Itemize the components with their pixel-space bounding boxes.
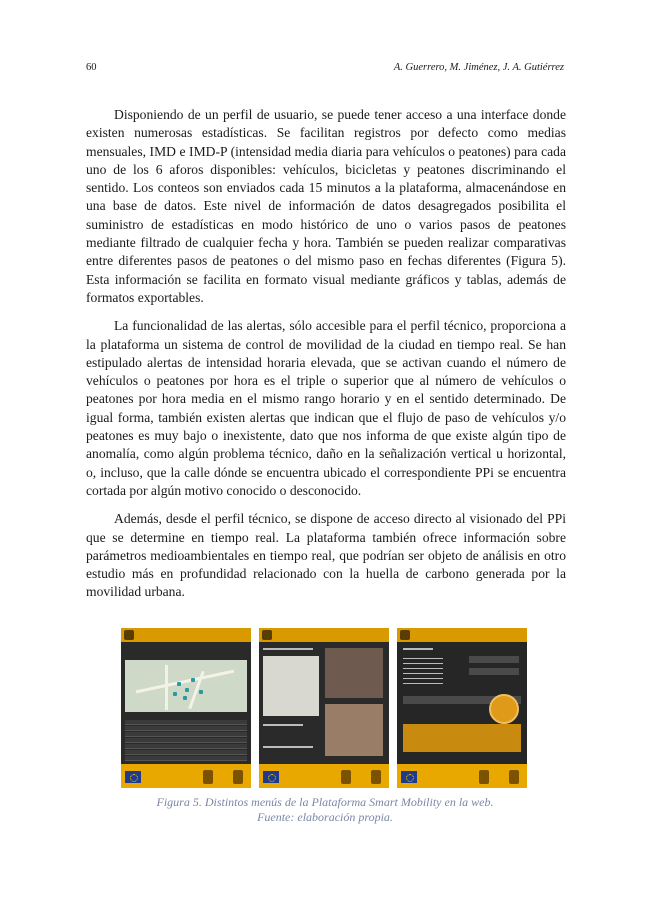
platform-logo-icon [262,630,272,640]
eu-flag-icon [263,771,279,783]
location-map-thumbnail [263,656,319,716]
screenshot-camera-menu [259,628,389,788]
crossing-photo [325,704,383,756]
body-text [86,106,566,612]
street-photo [325,648,383,698]
paragraph-statistics: Disponiendo de un perfil de usuario, se puede tener acceso a una interface donde existen numerosas estadísticas. Se facilitan registros por defecto como medias mensuales, IMD e IMD-P (intensidad media diaria para vehículos o peatones) para cada uno de los 6 aforos disponibles: vehículos, bicicletas y peatones discriminando el sentido. Los conteos son enviados cada 15 minutos a la plataforma, almacenándose en una base de datos. Este nivel de información de datos desagregados posibilita el suministro de estadísticas en modo histórico de uno o varios pasos de peatones mediante filtrado de cualquier fecha y hora. También se pueden realizar comparativas entre diferentes pasos de peatones o del mismo paso en fechas diferentes (Figura 5). Esta información se facilita en formato visual mediante gráficos y tablas, además de formatos exportables. [86,107,566,305]
platform-logo-icon [124,630,134,640]
map-thumbnail [125,660,247,712]
screenshot-map-menu [121,628,251,788]
screenshot-statistics-menu [397,628,527,788]
crest-icon [341,770,351,784]
paragraph-technical-profile: Además, desde el perfil técnico, se dispone de acceso directo al visionado del PPi que se determine en tiempo real. La plataforma también ofrece información sobre parámetros medioambientales en tiempo real, que podrían ser objeto de análisis en otro estudio más en profundidad relacionado con la huella de carbono generada por la movilidad urbana. [86,511,566,600]
eu-flag-icon [401,771,417,783]
results-panel [403,724,521,752]
paragraph-alerts: La funcionalidad de las alertas, sólo accesible para el perfil técnico, proporciona a la plataforma un sistema de control de movilidad de la ciudad en tiempo real. Se han estipulado alertas de intensidad horaria elevada, que se activan cuando el número de vehículos o peatones por hora es el triple o superior que al número de vehículos o peatones por hora media en el mismo rango horario y en el sentido determinado. De igual forma, también existen alertas que indican que el flujo de paso de vehículos y/o peatones es muy bajo o inexistente, dato que nos informa de que existe algún tipo de anomalía, como algún problema técnico, daño en la señalización vertical u horizontal, o, incluso, que la calle dónde se encuentra ubicado el correspondiente PPi se encuentra cortada por algún motivo conocido o desconocido. [86,318,566,498]
figure-caption [86,795,564,824]
crest-icon [203,770,213,784]
crest-icon [233,770,243,784]
caption-source: Fuente: elaboración propia. [257,809,393,824]
running-authors: A. Guerrero, M. Jiménez, J. A. Gutiérrez [393,62,564,73]
eu-flag-icon [125,771,141,783]
figure-5 [121,628,527,788]
crest-icon [371,770,381,784]
gauge-icon [489,694,519,724]
caption-title: Figura 5. Distintos menús de la Plataforma Smart Mobility en la web. [156,795,494,809]
platform-logo-icon [400,630,410,640]
running-header [86,62,564,76]
page-number: 60 [86,62,97,73]
crest-icon [509,770,519,784]
crest-icon [479,770,489,784]
